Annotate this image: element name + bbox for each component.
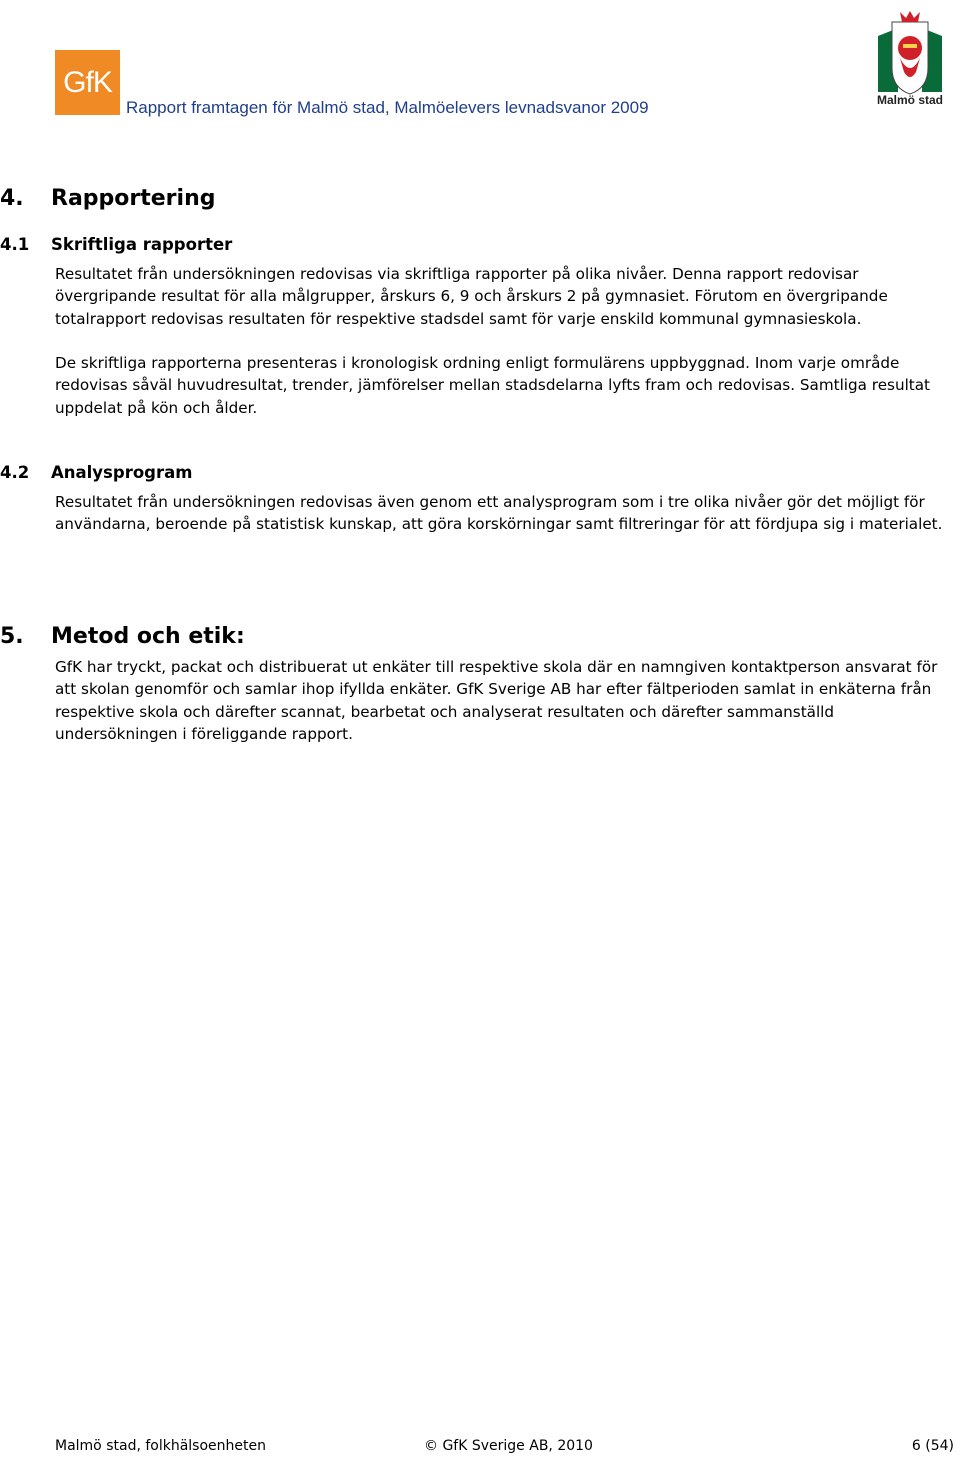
section-5-paragraph-1: GfK har tryckt, packat och distribuerat ut enkäter till respektive skola där en namngiven kontaktperson ansvarat för att skolan genomför och samlar ihop ifyllda enkäter. GfK Sverige AB har efter fältperioden samlat in enkäterna från respektive skola och därefter scannat, bearbetat och analyserat resultaten och därefter sammanställd undersökningen i föreliggande rapport. [55, 658, 938, 743]
section-4-2-number: 4.2 [0, 463, 30, 482]
gfk-logo-text: GfK [63, 65, 112, 99]
section-4-1-paragraph-1: Resultatet från undersökningen redovisas via skriftliga rapporter på olika nivåer. Denna rapport redovisar övergripande resultat för alla målgrupper, årskurs 6, 9 och årskurs 2 på gymnasiet. Förutom en övergripande totalrapport redovisas resultaten för respektive stadsdel samt för varje enskild kommunal gymnasieskola. [55, 265, 888, 328]
section-4-1-title: Skriftliga rapporter [51, 235, 233, 254]
section-5-number: 5. [0, 624, 24, 649]
footer-center: © GfK Sverige AB, 2010 [424, 1438, 593, 1454]
footer-left: Malmö stad, folkhälsoenheten [55, 1438, 266, 1454]
section-4-number: 4. [0, 186, 24, 211]
section-5-heading [0, 624, 960, 652]
header-title: Rapport framtagen för Malmö stad, Malmöelevers levnadsvanor 2009 [126, 98, 649, 117]
section-4-1-heading [0, 235, 960, 257]
section-4-1-paragraph-2: De skriftliga rapporterna presenteras i kronologisk ordning enligt formulärens uppbyggnad. Inom varje område redovisas såväl huvudresultat, trender, jämförelser mellan stadsdelarna lyfts fram och redovisas. Samtliga resultat uppdelat på kön och ålder. [55, 354, 931, 417]
malmo-stad-crest-logo [870, 8, 950, 108]
crest-caption: Malmö stad [876, 93, 944, 107]
section-4-title: Rapportering [51, 186, 216, 211]
gfk-logo [55, 50, 120, 115]
section-4-1-number: 4.1 [0, 235, 30, 254]
footer-page-number: 6 (54) [911, 1438, 954, 1454]
section-4-2-heading [0, 463, 960, 485]
section-4-heading [0, 186, 960, 214]
section-4-2-paragraph-1: Resultatet från undersökningen redovisas även genom ett analysprogram som i tre olika nivåer gör det möjligt för användarna, beroende på statistisk kunskap, att göra korskörningar samt filtreringar för att fördjupa sig i materialet. [55, 493, 943, 534]
section-5-title: Metod och etik: [51, 624, 245, 649]
section-4-2-title: Analysprogram [51, 463, 193, 482]
